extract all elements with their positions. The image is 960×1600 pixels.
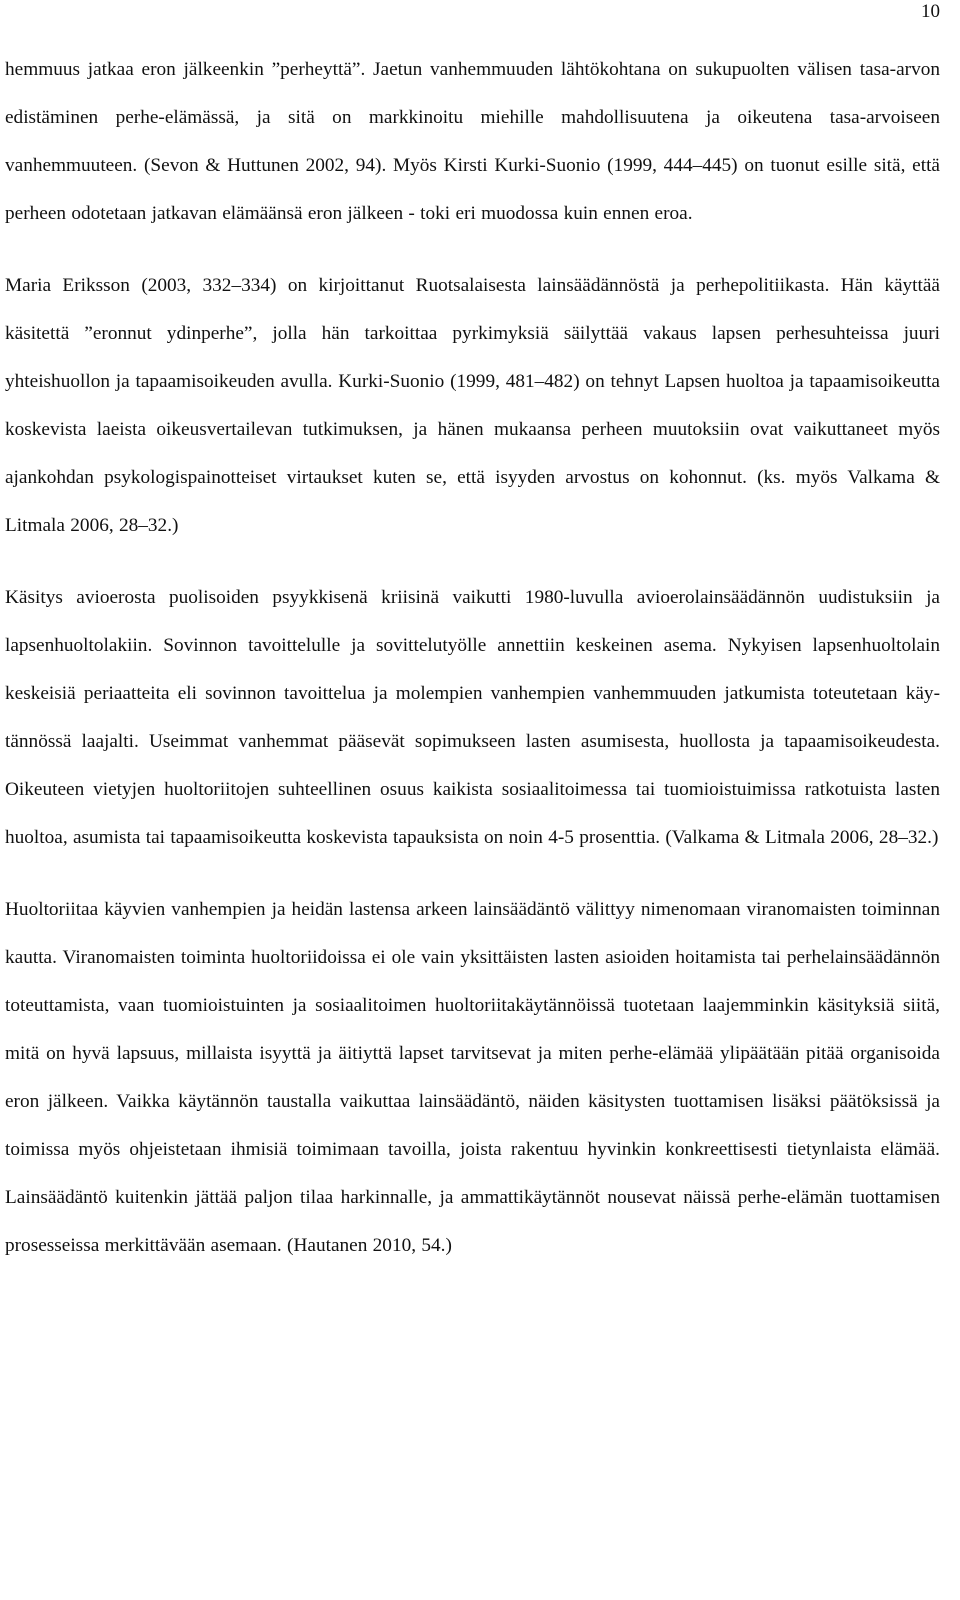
page-number: 10 xyxy=(921,1,940,22)
paragraph-2: Maria Eriksson (2003, 332–334) on kirjoittanut Ruotsalaisesta lainsäädännöstä ja perhepolitiikasta. Hän käyttää käsitettä ”eronnut ydinperhe”, jolla hän tarkoittaa pyrkimyksiä säilyttää vakaus lapsen perhesuhteissa juuri yhteishuollon ja tapaamisoikeuden avulla. Kurki-Suonio (1999, 481–482) on tehnyt Lapsen huoltoa ja tapaamisoikeutta koskevista laeista oikeusvertailevan tutkimuksen, ja hänen mukaansa perheen muutoksiin ovat vaikuttaneet myös ajankohdan psykologispainotteiset virtaukset kuten se, että isyyden arvostus on kohonnut. (ks. myös Valkama & Litmala 2006, 28–32.) xyxy=(5,275,940,536)
document-body xyxy=(5,46,940,1270)
paragraph-1: hemmuus jatkaa eron jälkeenkin ”perheyttä”. Jaetun vanhemmuuden lähtökohtana on sukupuolten välisen tasa-arvon edistäminen perhe-elämässä, ja sitä on markkinoitu miehille mahdollisuutena ja oikeutena tasa-arvoiseen vanhemmuuteen. (Sevon & Huttunen 2002, 94). Myös Kirsti Kurki-Suonio (1999, 444–445) on tuonut esille sitä, että perheen odotetaan jatkavan elämäänsä eron jälkeen - toki eri muodossa kuin ennen eroa. xyxy=(5,59,940,224)
paragraph-3: Käsitys avioerosta puolisoiden psyykkisenä kriisinä vaikutti 1980-luvulla avioerolainsäädännön uudistuksiin ja lapsenhuoltolakiin. Sovinnon tavoittelulle ja sovittelutyölle annettiin keskeinen asema. Nykyisen lapsenhuoltolain keskeisiä periaatteita eli sovinnon tavoittelua ja molempien vanhempien vanhemmuuden jatkumista toteutetaan käytännössä laajalti. Useimmat vanhemmat pääsevät sopimukseen lasten asumisesta, huollosta ja tapaamisoikeudesta. Oikeuteen vietyjen huoltoriitojen suhteellinen osuus kaikista sosiaalitoimessa tai tuomioistuimissa ratkotuista lasten huoltoa, asumista tai tapaamisoikeutta koskevista tapauksista on noin 4-5 prosenttia. (Valkama & Litmala 2006, 28–32.) xyxy=(5,587,940,848)
paragraph-4: Huoltoriitaa käyvien vanhempien ja heidän lastensa arkeen lainsäädäntö välittyy nimenomaan viranomaisten toiminnan kautta. Viranomaisten toiminta huoltoriidoissa ei ole vain yksittäisten lasten asioiden hoitamista tai perhelainsäädännön toteuttamista, vaan tuomioistuinten ja sosiaalitoimen huoltoriitakäytännöissä tuotetaan laajemminkin käsityksiä siitä, mitä on hyvä lapsuus, millaista isyyttä ja äitiyttä lapset tarvitsevat ja miten perhe-elämää ylipäätään pitää organisoida eron jälkeen. Vaikka käytännön taustalla vaikuttaa lainsäädäntö, näiden käsitysten tuottamisen lisäksi päätöksissä ja toimissa myös ohjeistetaan ihmisiä toimimaan tavoilla, joista rakentuu hyvinkin konkreettisesti tietynlaista elämää. Lainsäädäntö kuitenkin jättää paljon tilaa harkinnalle, ja ammattikäytännöt nousevat näissä perhe-elämän tuottamisen prosesseissa merkittävään asemaan. (Hautanen 2010, 54.) xyxy=(5,899,940,1256)
